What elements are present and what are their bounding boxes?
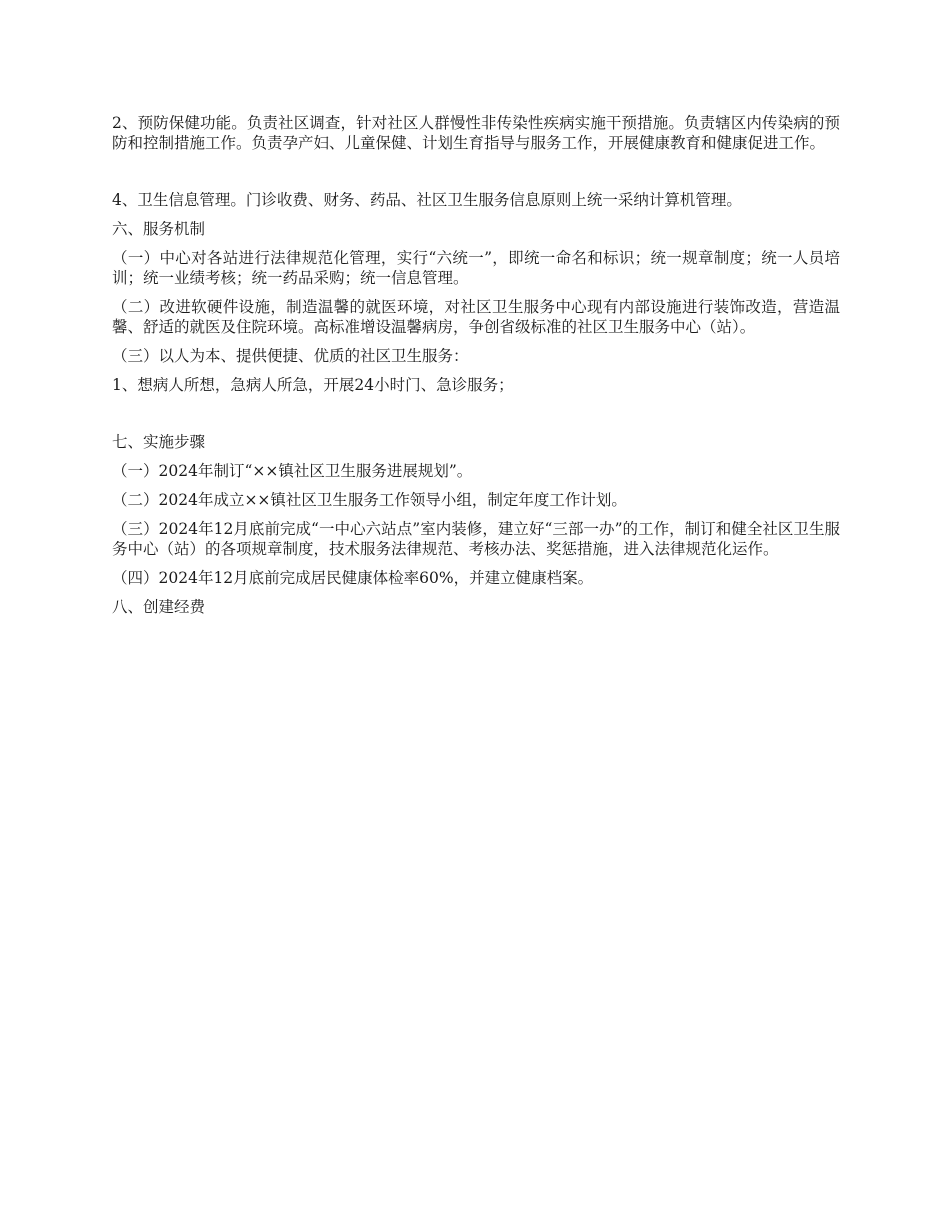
paragraph-health-info-management: 4、卫生信息管理。门诊收费、财务、药品、社区卫生服务信息原则上统一采纳计算机管理。 <box>112 191 742 209</box>
heading-funding: 八、创建经费 <box>112 598 206 616</box>
paragraph-step-1: （一）2024年制订“××镇社区卫生服务进展规划”。 <box>112 462 473 480</box>
heading-service-mechanism: 六、服务机制 <box>112 220 206 238</box>
paragraph-step-4: （四）2024年12月底前完成居民健康体检率60%，并建立健康档案。 <box>112 569 594 587</box>
paragraph-mechanism-1: （一）中心对各站进行法律规范化管理，实行“六统一”，即统一命名和标识；统一规章制度；统一人员培训；统一业绩考核；统一药品采购；统一信息管理。 <box>112 249 840 287</box>
paragraph-24h-service: 1、想病人所想，急病人所急，开展24小时门、急诊服务； <box>112 376 514 394</box>
heading-implementation-steps: 七、实施步骤 <box>112 433 206 451</box>
paragraph-mechanism-2: （二）改进软硬件设施，制造温馨的就医环境，对社区卫生服务中心现有内部设施进行装饰改造，营造温馨、舒适的就医及住院环境。高标准增设温馨病房，争创省级标准的社区卫生服务中心（站）。 <box>112 298 840 336</box>
paragraph-preventive-care: 2、预防保健功能。负责社区调查，针对社区人群慢性非传染性疾病实施干预措施。负责辖区内传染病的预防和控制措施工作。负责孕产妇、儿童保健、计划生育指导与服务工作，开展健康教育和健康促进工作。 <box>112 114 840 152</box>
paragraph-step-2: （二）2024年成立××镇社区卫生服务工作领导小组，制定年度工作计划。 <box>112 491 627 509</box>
paragraph-step-3: （三）2024年12月底前完成“一中心六站点”室内装修，建立好“三部一办”的工作，制订和健全社区卫生服务中心（站）的各项规章制度，技术服务法律规范、考核办法、奖惩措施，进入法律规范化运作。 <box>112 520 840 558</box>
document-body <box>112 113 840 626</box>
paragraph-mechanism-3: （三）以人为本、提供便捷、优质的社区卫生服务： <box>112 347 469 365</box>
